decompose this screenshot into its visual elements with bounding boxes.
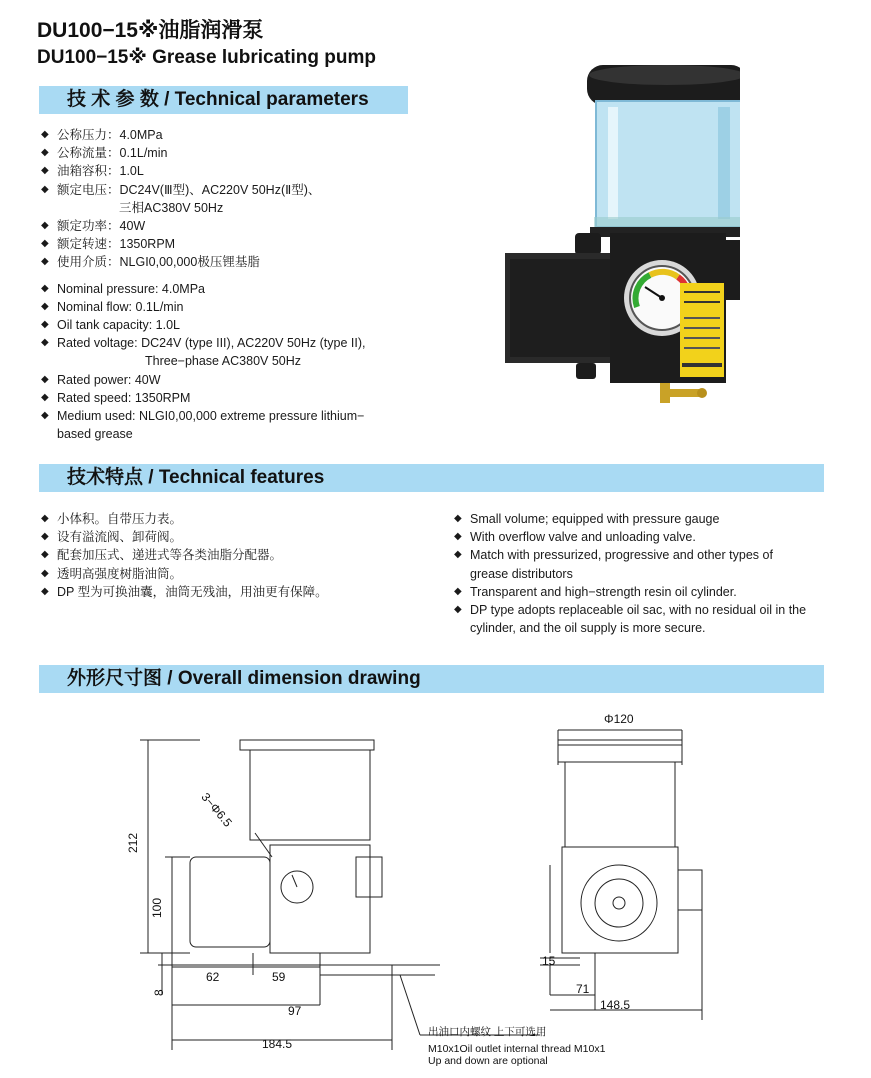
- param-item: ◆ Rated speed: 1350RPM: [41, 389, 365, 407]
- param-item-continued: based grease: [57, 427, 133, 442]
- bullet-icon: ◆: [41, 165, 49, 177]
- param-item: ◆ Nominal flow: 0.1L/min: [41, 298, 365, 316]
- feature-item: ◆ 配套加压式、递进式等各类油脂分配器。: [41, 546, 328, 564]
- bullet-icon: ◆: [41, 183, 49, 195]
- dim-71: 71: [576, 982, 590, 996]
- dim-212: 212: [126, 832, 140, 853]
- bullet-icon: ◆: [454, 531, 462, 543]
- feature-item: ◆ Transparent and high−strength resin oil cylinder.: [454, 583, 814, 601]
- param-item: ◆ 公称流量：0.1L/min: [41, 144, 365, 162]
- bullet-icon: ◆: [454, 549, 462, 561]
- outlet-note-en: M10x1Oil outlet internal thread M10x1: [428, 1043, 606, 1055]
- dim-100: 100: [150, 897, 164, 918]
- bullet-icon: ◆: [454, 585, 462, 597]
- dim-184-5: 184.5: [262, 1037, 293, 1051]
- param-item: ◆ Medium used: NLGI0,00,000 extreme pressure lithium−: [41, 407, 365, 425]
- nameplate: [680, 283, 724, 377]
- front-body: [562, 847, 678, 953]
- bullet-icon: ◆: [41, 337, 49, 349]
- feature-item: ◆ Small volume; equipped with pressure gauge: [454, 510, 814, 528]
- dim-59: 59: [272, 970, 286, 984]
- dim-hole: 3−Φ6.5: [198, 790, 235, 830]
- bullet-icon: ◆: [41, 373, 49, 385]
- param-item-continued: Three−phase AC380V 50Hz: [145, 354, 302, 369]
- param-item: ◆ 公称压力：4.0MPa: [41, 126, 365, 144]
- section-technical-parameters: 技 术 参 数 / Technical parameters: [39, 86, 408, 114]
- dim-97: 97: [288, 1004, 302, 1018]
- bullet-icon: ◆: [41, 238, 49, 250]
- dim-15: 15: [542, 954, 556, 968]
- product-title-cn: DU100−15※油脂润滑泵: [37, 19, 264, 42]
- section-technical-features: 技术特点 / Technical features: [39, 464, 824, 492]
- bullet-icon: ◆: [41, 147, 49, 159]
- dim-8: 8: [152, 989, 166, 996]
- feature-item: ◆ With overflow valve and unloading valve.: [454, 528, 814, 546]
- param-item-continued: 三相AC380V 50Hz: [119, 200, 224, 215]
- feature-item: ◆ Match with pressurized, progressive and other types of grease distributors: [454, 548, 773, 581]
- front-junction: [678, 870, 702, 910]
- bullet-icon: ◆: [41, 513, 49, 524]
- param-item: ◆ 额定转速：1350RPM: [41, 235, 365, 253]
- feature-item: ◆ 透明高强度树脂油筒。: [41, 565, 328, 583]
- param-item: ◆ Rated power: 40W: [41, 371, 365, 389]
- bullet-icon: ◆: [41, 567, 49, 579]
- bullet-icon: ◆: [454, 513, 462, 524]
- product-title-en: DU100−15※ Grease lubricating pump: [37, 47, 376, 68]
- bullet-icon: ◆: [41, 256, 49, 268]
- feature-item: ◆ 小体积。自带压力表。: [41, 510, 328, 528]
- dimension-drawing: [110, 705, 850, 1075]
- feature-item: ◆ DP type adopts replaceable oil sac, with no residual oil in the cylinder, and the oil supply is more secure.: [454, 603, 807, 636]
- dim-phi120: Φ120: [604, 712, 634, 726]
- bullet-icon: ◆: [41, 220, 49, 232]
- side-motor: [190, 857, 270, 947]
- bullet-icon: ◆: [41, 129, 49, 140]
- features-list-cn: [41, 510, 328, 601]
- bullet-icon: ◆: [41, 531, 49, 543]
- bullet-icon: ◆: [454, 604, 462, 616]
- outlet-note-en-2: Up and down are optional: [428, 1055, 548, 1067]
- bullet-icon: ◆: [41, 585, 49, 597]
- bullet-icon: ◆: [41, 410, 49, 422]
- dim-62: 62: [206, 970, 220, 984]
- features-list-en: [454, 510, 814, 637]
- outlet-note-cn: 出油口内螺纹 上下可选用: [428, 1026, 547, 1038]
- bullet-icon: ◆: [41, 300, 49, 312]
- dim-148-5: 148.5: [600, 998, 631, 1012]
- param-item: ◆ Oil tank capacity: 1.0L: [41, 316, 365, 334]
- param-item: ◆ 额定电压：DC24V(Ⅲ型)、AC220V 50Hz(Ⅱ型)、: [41, 181, 365, 199]
- feature-item: ◆ DP 型为可换油囊，油筒无残油，用油更有保障。: [41, 583, 328, 601]
- param-item: ◆ Nominal pressure: 4.0MPa: [41, 280, 365, 298]
- param-item: ◆ 额定功率：40W: [41, 217, 365, 235]
- bullet-icon: ◆: [41, 319, 49, 331]
- feature-item: ◆ 设有溢流阀、卸荷阀。: [41, 528, 328, 546]
- param-item: ◆ Rated voltage: DC24V (type III), AC220V 50Hz (type II),: [41, 334, 365, 352]
- bullet-icon: ◆: [41, 282, 49, 294]
- bullet-icon: ◆: [41, 391, 49, 403]
- front-lid: [558, 740, 682, 762]
- param-item: ◆ 使用介质：NLGI0,00,000极压锂基脂: [41, 253, 365, 271]
- bullet-icon: ◆: [41, 549, 49, 561]
- side-lid: [240, 740, 374, 750]
- pump-photo: [500, 55, 740, 415]
- param-item: ◆ 油箱容积：1.0L: [41, 162, 365, 180]
- parameters-list: [41, 126, 365, 443]
- section-dimension-drawing: 外形尺寸图 / Overall dimension drawing: [39, 665, 824, 693]
